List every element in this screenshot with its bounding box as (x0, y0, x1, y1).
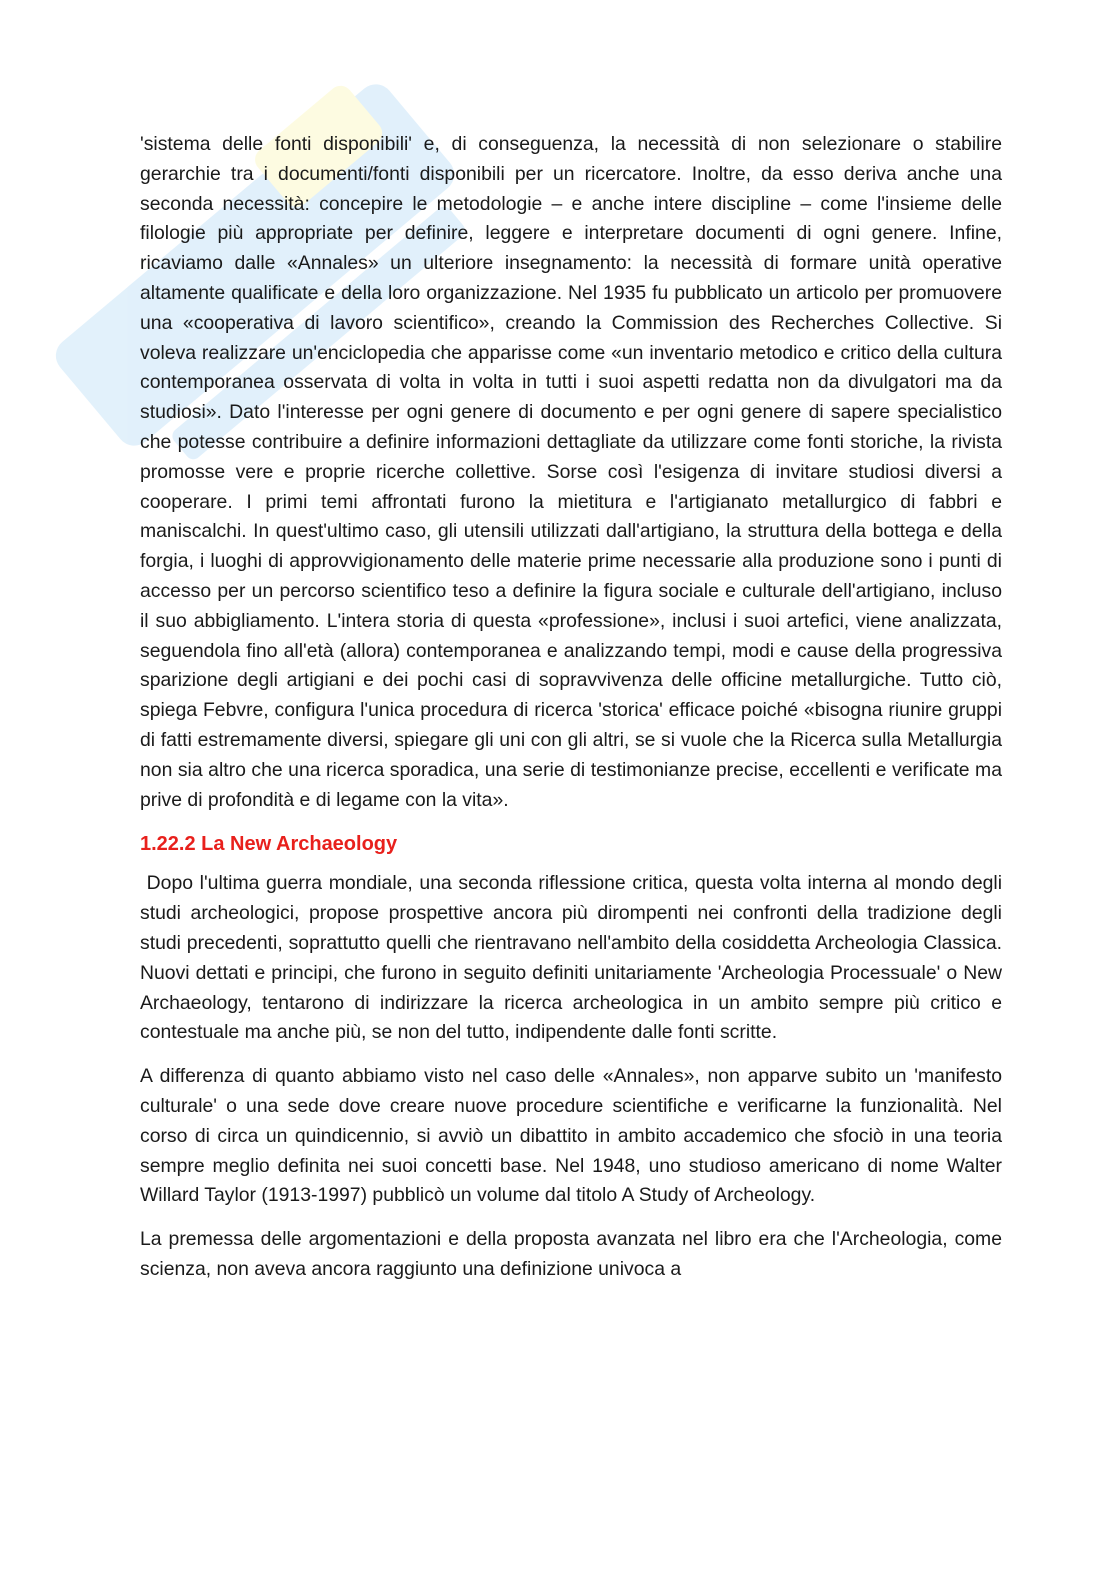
paragraph-postwar: Dopo l'ultima guerra mondiale, una seconda riflessione critica, questa volta interna al mondo degli studi archeologici, propose prospettive ancora più dirompenti nei confronti della tradizione degli studi precedenti, soprattutto quelli che rientravano nell'ambito della cosiddetta Archeologia Classica. Nuovi dettati e principi, che furono in seguito definiti unitariamente 'Archeologia Processuale' o New Archaeology, tentarono di indirizzare la ricerca archeologica in un ambito sempre più critico e contestuale ma anche più, se non del tutto, indipendente dalle fonti scritte. (140, 872, 1008, 1044)
paragraph-differenza: A differenza di quanto abbiamo visto nel caso delle «Annales», non apparve subito un 'manifesto culturale' o una sede dove creare nuove procedure scientifiche e verificarne la funzionalità. Nel corso di circa un quindicennio, si avviò un dibattito in ambito accademico che sfociò in una teoria sempre meglio definita nei suoi concetti base. Nel 1948, uno studioso americano di nome Walter Willard Taylor (1913-1997) pubblicò un volume dal titolo A Study of Archeology. (140, 1065, 1002, 1207)
paragraph-annales: 'sistema delle fonti disponibili' e, di conseguenza, la necessità di non selezionare o stabilire gerarchie tra i documenti/fonti disponibili per un ricercatore. Inoltre, da esso deriva anche una seconda necessità: concepire le metodologie – e anche intere discipline – come l'insieme delle filologie più appropriate per definire, leggere e interpretare documenti di ogni genere. Infine, ricaviamo dalle «Annales» un ulteriore insegnamento: la necessità di formare unità operative altamente qualificate e della loro organizzazione. Nel 1935 fu pubblicato un articolo per promuovere una «cooperativa di lavoro scientifico», creando la Commission des Recherches Collective. Si voleva realizzare un'enciclopedia che apparisse come «un inventario metodico e critico della cultura contemporanea osservata di volta in volta in tutti i suoi aspetti redatta non da divulgatori ma da studiosi». Dato l'interesse per ogni genere di documento e per ogni genere di sapere specialistico che potesse contribuire a definire informazioni dettagliate da utilizzare come fonti storiche, la rivista promosse vere e proprie ricerche collettive. Sorse così l'esigenza di invitare studiosi diversi a cooperare. I primi temi affrontati furono la mietitura e l'artigianato metallurgico di fabbri e maniscalchi. In quest'ultimo caso, gli utensili utilizzati dall'artigiano, la struttura della bottega e della forgia, i luoghi di approvvigionamento delle materie prime necessarie alla produzione sono i punti di accesso per un percorso scientifico teso a definire la figura sociale e culturale dell'artigiano, incluso il suo abbigliamento. L'intera storia di questa «professione», inclusi i suoi artefici, viene analizzata, seguendola fino all'età (allora) contemporanea e analizzando tempi, modi e cause della progressiva sparizione degli artigiani e dei pochi casi di sopravvivenza delle officine metallurgiche. Tutto ciò, spiega Febvre, configura l'unica procedura di ricerca 'storica' efficace poiché «bisogna riunire gruppi di fatti estremamente diversi, spiegare gli uni con gli altri, se si vuole che la Ricerca sulla Metallurgia non sia altro che una ricerca sporadica, una serie di testimonianze precise, eccellenti e verificate ma prive di profondità e di legame con la vita». (140, 133, 1002, 811)
paragraph-premessa: La premessa delle argomentazioni e della proposta avanzata nel libro era che l'Archeologia, come scienza, non aveva ancora raggiunto una definizione univoca a (140, 1228, 1002, 1280)
document-body (140, 130, 1008, 1299)
section-heading-new-archaeology: 1.22.2 La New Archaeology (140, 833, 398, 856)
